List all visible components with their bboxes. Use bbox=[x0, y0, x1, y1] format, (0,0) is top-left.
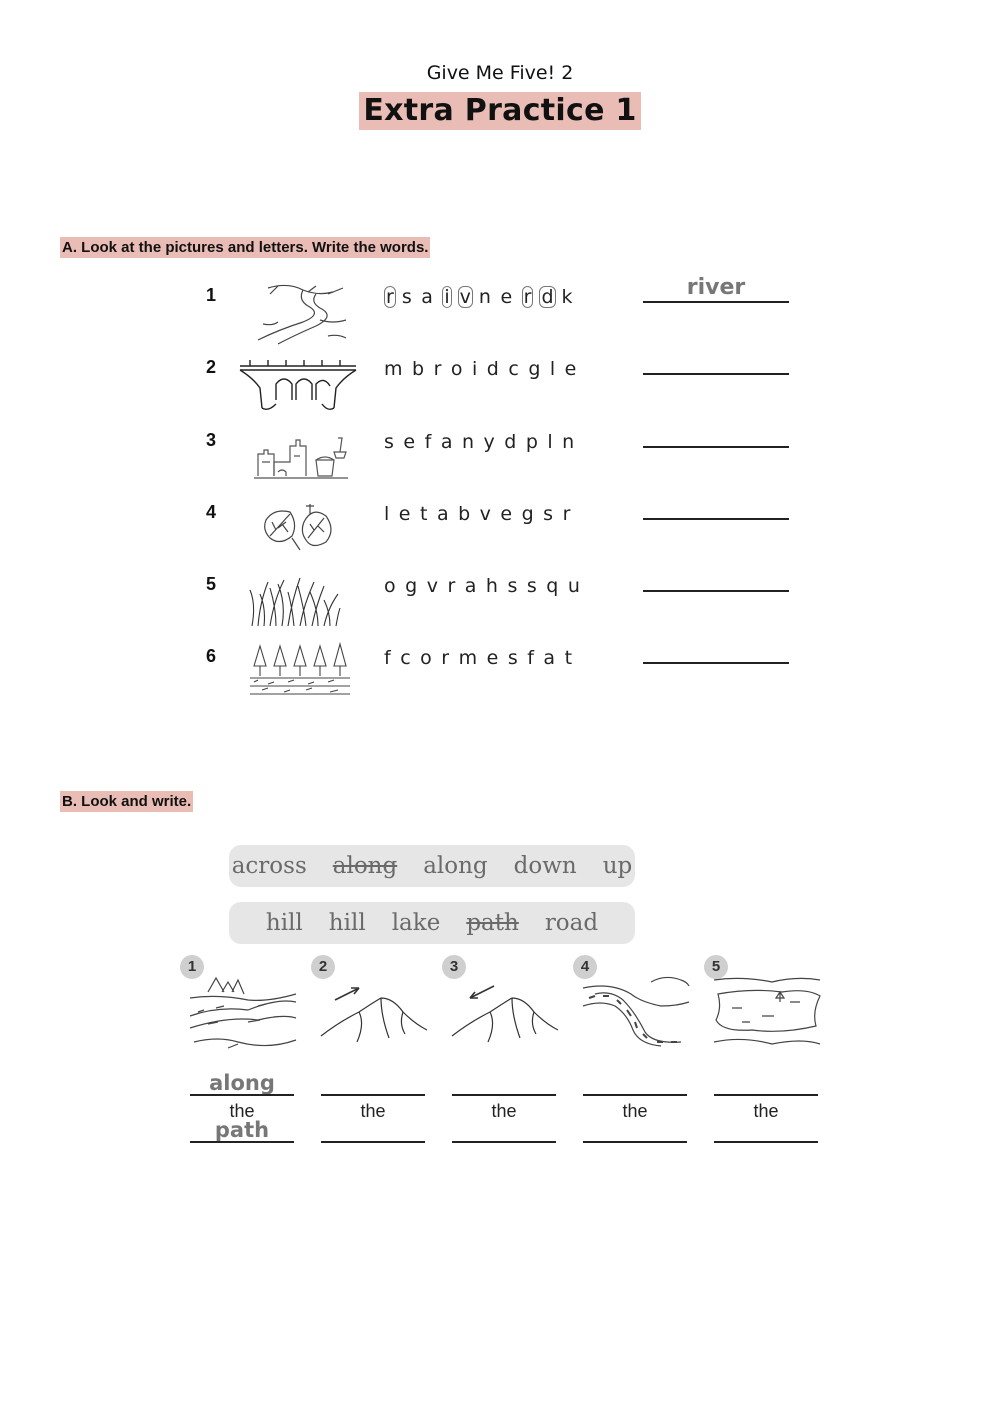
answer-text: path bbox=[214, 1118, 270, 1142]
leaves-picture bbox=[260, 502, 340, 559]
scrambled-letters bbox=[384, 286, 582, 308]
letter: a bbox=[543, 647, 565, 669]
letter: o bbox=[450, 358, 473, 380]
answer-line[interactable] bbox=[643, 416, 789, 448]
scrambled-letters bbox=[384, 358, 586, 380]
word-option: lake bbox=[391, 910, 441, 936]
letter: o bbox=[384, 575, 406, 597]
road-picture bbox=[581, 972, 691, 1057]
letter: c bbox=[508, 358, 529, 380]
item-number: 6 bbox=[206, 646, 217, 666]
letter: n bbox=[562, 431, 584, 453]
letter: s bbox=[543, 503, 563, 525]
hill-up-picture bbox=[319, 972, 429, 1057]
answer-line[interactable] bbox=[643, 488, 789, 520]
letter: k bbox=[561, 286, 583, 308]
sandcastle-picture bbox=[248, 432, 352, 487]
worksheet-title-wrap bbox=[0, 92, 1000, 130]
the-label: the bbox=[491, 1101, 517, 1121]
picture-number: 1 bbox=[180, 955, 204, 979]
letter: h bbox=[485, 575, 508, 597]
letter: p bbox=[525, 431, 548, 453]
word-option: down bbox=[513, 853, 577, 879]
letter: b bbox=[458, 503, 480, 525]
letter: d bbox=[486, 358, 509, 380]
bridge-picture bbox=[238, 358, 358, 421]
hill-down-picture bbox=[450, 972, 560, 1057]
letter: s bbox=[526, 575, 547, 597]
letter: d bbox=[504, 431, 526, 453]
letter: r bbox=[562, 503, 580, 525]
letter: f bbox=[424, 431, 441, 453]
letter: n bbox=[478, 286, 501, 308]
answer-line[interactable] bbox=[714, 1141, 818, 1143]
answer-line[interactable] bbox=[452, 1094, 556, 1096]
letter: g bbox=[405, 575, 427, 597]
used-word: along bbox=[332, 853, 398, 879]
letter: m bbox=[458, 647, 487, 669]
letter: t bbox=[564, 647, 582, 669]
letter: g bbox=[528, 358, 550, 380]
letter: e bbox=[403, 431, 425, 453]
letter: o bbox=[420, 647, 442, 669]
circled-letter: v bbox=[459, 286, 471, 308]
word-option: up bbox=[602, 853, 633, 879]
word-option: hill bbox=[328, 910, 366, 936]
word-option: along bbox=[423, 853, 488, 879]
letter: m bbox=[384, 358, 413, 380]
letter: r bbox=[433, 358, 451, 380]
answer-line[interactable] bbox=[583, 1141, 687, 1143]
item-number: 2 bbox=[206, 357, 217, 377]
answer-text: river bbox=[686, 275, 746, 300]
section-a-heading: A. Look at the pictures and letters. Write the words. bbox=[62, 239, 429, 256]
used-word: path bbox=[466, 910, 519, 936]
letter: v bbox=[479, 503, 501, 525]
letter: a bbox=[464, 575, 486, 597]
answer-line[interactable] bbox=[583, 1094, 687, 1096]
section-b-heading: B. Look and write. bbox=[62, 793, 192, 810]
letter: l bbox=[547, 431, 563, 453]
river-picture bbox=[248, 280, 352, 351]
worksheet-title: Extra Practice 1 bbox=[359, 92, 640, 130]
letter: r bbox=[447, 575, 465, 597]
letter: s bbox=[507, 575, 527, 597]
circled-letter: i bbox=[444, 286, 450, 308]
grass-picture bbox=[248, 574, 340, 633]
answer-line[interactable] bbox=[321, 1141, 425, 1143]
letter: g bbox=[521, 503, 544, 525]
word-option: across bbox=[231, 853, 307, 879]
item-number: 1 bbox=[206, 285, 217, 305]
scrambled-letters bbox=[384, 647, 582, 669]
letter: e bbox=[500, 503, 522, 525]
letter: c bbox=[400, 647, 421, 669]
answer-line[interactable] bbox=[643, 343, 789, 375]
letter: e bbox=[486, 647, 508, 669]
picture-number: 3 bbox=[442, 955, 466, 979]
letter: t bbox=[419, 503, 437, 525]
worksheet-subtitle: Give Me Five! 2 bbox=[426, 62, 574, 84]
letter: f bbox=[384, 647, 401, 669]
letter: f bbox=[527, 647, 544, 669]
the-label: the bbox=[360, 1101, 386, 1121]
the-label: the bbox=[753, 1101, 779, 1121]
letter: e bbox=[500, 286, 522, 308]
word-box-places bbox=[229, 902, 635, 944]
answer-line[interactable] bbox=[190, 1141, 294, 1143]
word-box-prepositions bbox=[229, 845, 635, 887]
letter: r bbox=[441, 647, 459, 669]
letter: b bbox=[412, 358, 434, 380]
circled-letter: d bbox=[541, 286, 554, 308]
scrambled-letters bbox=[384, 431, 584, 453]
letter: l bbox=[549, 358, 565, 380]
forest-picture bbox=[248, 640, 352, 707]
letter: e bbox=[398, 503, 420, 525]
letter: s bbox=[384, 431, 404, 453]
scrambled-letters bbox=[384, 503, 580, 525]
picture-number: 2 bbox=[311, 955, 335, 979]
letter: i bbox=[472, 358, 487, 380]
picture-number: 4 bbox=[573, 955, 597, 979]
letter: u bbox=[567, 575, 590, 597]
letter: l bbox=[384, 503, 399, 525]
item-number: 5 bbox=[206, 574, 217, 594]
lake-picture bbox=[712, 972, 822, 1057]
answer-text: along bbox=[209, 1071, 275, 1095]
answer-line[interactable] bbox=[321, 1094, 425, 1096]
item-number: 3 bbox=[206, 430, 217, 450]
circled-letter: r bbox=[523, 286, 532, 308]
letter: v bbox=[426, 575, 448, 597]
path-picture bbox=[188, 972, 298, 1057]
answer-line[interactable] bbox=[452, 1141, 556, 1143]
letter: s bbox=[401, 286, 422, 308]
letter: q bbox=[546, 575, 568, 597]
word-option: hill bbox=[265, 910, 303, 936]
answer-line[interactable] bbox=[643, 560, 789, 592]
scrambled-letters bbox=[384, 575, 589, 597]
picture-number: 5 bbox=[704, 955, 728, 979]
letter: y bbox=[483, 431, 505, 453]
word-option: road bbox=[544, 910, 599, 936]
circled-letter: r bbox=[386, 286, 394, 308]
the-label: the bbox=[622, 1101, 648, 1121]
letter: s bbox=[507, 647, 528, 669]
answer-line[interactable] bbox=[714, 1094, 818, 1096]
answer-line[interactable] bbox=[643, 632, 789, 664]
answer-line[interactable] bbox=[190, 1094, 294, 1096]
item-number: 4 bbox=[206, 502, 217, 522]
letter: a bbox=[440, 431, 462, 453]
the-label: the bbox=[229, 1101, 255, 1121]
letter: e bbox=[564, 358, 586, 380]
letter: n bbox=[461, 431, 484, 453]
letter: a bbox=[436, 503, 459, 525]
letter: a bbox=[421, 286, 443, 308]
